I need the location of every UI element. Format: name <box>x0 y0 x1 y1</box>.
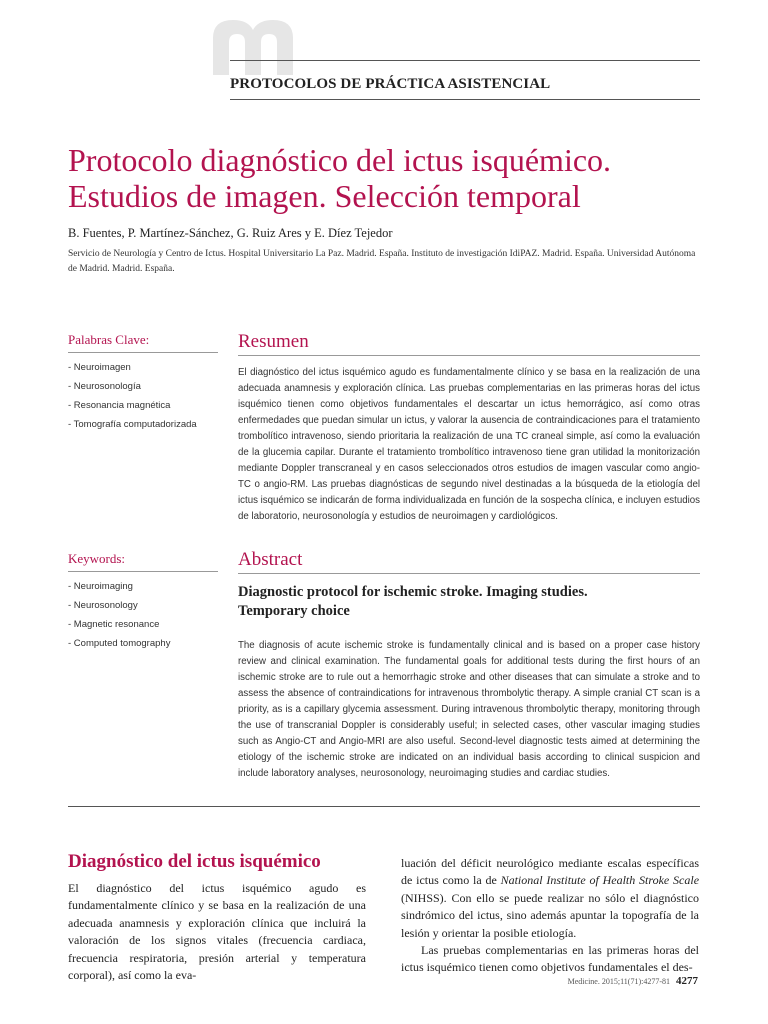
keyword-es-item: - Neuroimagen <box>68 362 131 373</box>
keyword-en-item: - Neurosonology <box>68 600 138 611</box>
page-footer <box>568 975 698 987</box>
resumen-heading: Resumen <box>238 331 700 356</box>
body-column-left <box>68 850 366 984</box>
abstract-subtitle-line-1: Diagnostic protocol for ischemic stroke. Imaging studies. <box>238 584 588 600</box>
section-header: PROTOCOLOS DE PRÁCTICA ASISTENCIAL <box>230 60 700 100</box>
keywords-en-block <box>68 551 218 653</box>
body-paragraph: Las pruebas complementarias en las primeras horas del ictus isquémico tienen como objetivos fundamentales el des- <box>401 943 699 975</box>
keyword-en-item: - Magnetic resonance <box>68 619 160 630</box>
keywords-es-heading: Palabras Clave: <box>68 332 218 353</box>
authors: B. Fuentes, P. Martínez-Sánchez, G. Ruiz Ares y E. Díez Tejedor <box>68 226 393 240</box>
body-column-right <box>401 855 699 977</box>
keywords-en-heading: Keywords: <box>68 551 218 572</box>
abstract-heading: Abstract <box>238 549 700 574</box>
body-heading: Diagnóstico del ictus isquémico <box>68 851 321 872</box>
keyword-en-item: - Neuroimaging <box>68 581 133 592</box>
title-line-2: Estudios de imagen. Selección temporal <box>68 178 581 214</box>
abstract-text: The diagnosis of acute ischemic stroke is fundamentally clinical and is based on a proper case history review and clinical examination. The fundamental goals for additional tests during the first hours of an ischemic stroke are to rule out a hemorrhagic stroke and other diseases that can simulate a stroke and to assess the absence of contraindications for intravenous thrombolytic therapy. A simple cranial CT scan is a priority, as is a capillary glycemia assessment. During intravenous thrombolytic therapy, monitoring through the use of transcranial Doppler is considerably useful; in selected cases, other vascular imaging studies such as Angio-CT and Angio-MRI are also useful. Second-level diagnostic tests aimed at determining the etiology of the ischemic stroke are indicated on an individual basis according to clinical suspicion and include laboratory analyses, neurosonology, neuroimaging studies and cardiac studies. <box>238 640 700 779</box>
body-paragraph: El diagnóstico del ictus isquémico agudo es fundamentalmente clínico y se basa en la realización de una adecuada anamnesis y exploración clínica que incluirá la valoración de los signos vitales (frecuencia cardiaca, frecuencia respiratoria, presión arterial y temperatura corporal), así como la eva- <box>68 881 366 983</box>
abstract-subtitle <box>238 583 700 621</box>
body-paragraph <box>401 855 699 942</box>
body-text: luación del déficit neurológico mediante escalas específicas de ictus como la de <box>401 856 699 888</box>
keyword-es-item: - Neurosonología <box>68 381 141 392</box>
article-title <box>68 142 728 214</box>
title-line-1: Protocolo diagnóstico del ictus isquémico. <box>68 142 612 178</box>
keyword-es-item: - Resonancia magnética <box>68 400 171 411</box>
resumen-text: El diagnóstico del ictus isquémico agudo es fundamentalmente clínico y se basa en la realización de una adecuada anamnesis y exploración clínica. Las pruebas complementarias en las primeras horas del ictus isquémico tienen como objetivos fundamentales el descartar un ictus hemorrágico, así como otras enfermedades que puedan simular un ictus, y valorar la ausencia de contraindicaciones para el tratamiento trombolítico intravenoso, siendo prioritaria la realización de una TC craneal simple, así como la evaluación de la glucemia capilar. Durante el tratamiento trombolítico intravenoso tiene gran utilidad la monitorización mediante Doppler transcraneal y en casos seleccionados otros estudios de imagen vascular como angio-TC o angio-RM. Las pruebas diagnósticas de segundo nivel destinadas a la búsqueda de la etiología del ictus isquémico se indicarán de forma individualizada en función de la sospecha clínica, e incluyen estudios de laboratorio, neurosonología y estudios de neuroimagen y cardiológicos. <box>238 367 700 522</box>
keywords-es-block <box>68 332 218 434</box>
scale-name: National Institute of Health Stroke Scale <box>500 873 700 888</box>
section-divider <box>68 806 700 807</box>
keyword-en-item: - Computed tomography <box>68 638 171 649</box>
abstract-block <box>238 549 700 782</box>
affiliation: Servicio de Neurología y Centro de Ictus. Hospital Universitario La Paz. Madrid. España. Instituto de investigación IdiPAZ. Madrid. España. Universidad Autónoma de Madrid. Madrid. España. <box>68 249 696 274</box>
keyword-es-item: - Tomografía computadorizada <box>68 419 197 430</box>
abstract-subtitle-line-2: Temporary choice <box>238 603 350 619</box>
body-text: (NIHSS). Con ello se puede realizar no sólo el diagnóstico sindrómico del ictus, sino además apuntar la topografía de la lesión y orientar la posible etiología. <box>401 890 699 940</box>
citation: Medicine. 2015;11(71):4277-81 <box>567 977 670 986</box>
page-number: 4277 <box>676 975 698 987</box>
resumen-block <box>238 331 700 525</box>
